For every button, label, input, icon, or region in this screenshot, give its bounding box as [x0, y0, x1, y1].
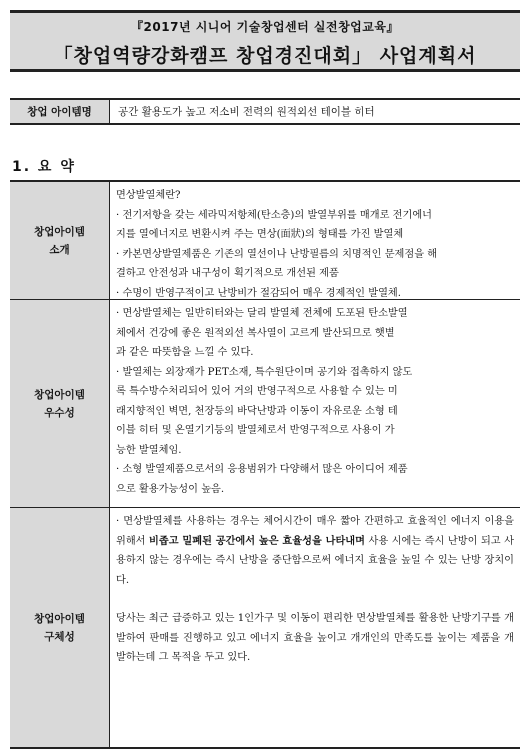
- text-line: 으로 활용가능성이 높음.: [116, 483, 225, 495]
- row-label-line: 우수성: [44, 406, 75, 419]
- row-content: [110, 300, 520, 507]
- document-subtitle: 『2017년 시니어 기술창업센터 실전창업교육』: [131, 20, 399, 34]
- row-label: [10, 300, 110, 507]
- text-line: 지를 열에너지로 변환시켜 주는 면상(面狀)의 형태를 가진 발열체: [116, 229, 404, 240]
- text-line: 록 특수방수처리되어 있어 거의 반영구적으로 사용할 수 있는 미: [116, 386, 398, 397]
- summary-row-introduction: [10, 182, 520, 300]
- item-name-label: 창업 아이템명: [10, 100, 110, 123]
- item-name-value: 공간 활용도가 높고 저소비 전력의 원적외선 테이블 히터: [118, 106, 375, 118]
- row-label: [10, 508, 110, 747]
- text-run: · 면상발열체를 사용하는 경우는 체어시간이 매우 짧아 간편하고 효율적인 에너지 이용을 위해서: [116, 516, 514, 547]
- text-line: · 카본면상발열제품은 기존의 열선이나 난방필름의 치명적인 문제점을 해: [116, 248, 438, 260]
- text-line: 과 같은 따뜻함을 느낄 수 있다.: [116, 347, 254, 358]
- summary-row-excellence: [10, 300, 520, 508]
- section-heading: 1. 요 약: [12, 159, 76, 175]
- title-banner: [10, 10, 520, 72]
- row-label-line: 창업아이템: [34, 388, 85, 401]
- row-label-line: 구체성: [44, 630, 75, 643]
- text-line: 이블 히터 및 온열기기등의 발열체로서 반영구적으로 사용이 가: [116, 425, 395, 436]
- item-name-table: [10, 98, 520, 125]
- row-label-line: 창업아이템: [34, 612, 85, 625]
- text-run: 사용 시에는 즉시 난방이 되고 사용하지 않는 경우에는 즉시 난방을 중단함으로써 에너지 효율을 높일 수 있는 난방 장치이다.: [116, 535, 514, 586]
- paragraph: 당사는 최근 급증하고 있는 1인가구 및 이동이 편리한 면상발열체를 활용한 난방기구를 개발하여 판매를 진행하고 있고 에너지 효율을 높이고 개개인의 만족도를 높이는 제품을 개발하는데 그 목적을 두고 있다.: [116, 613, 514, 663]
- summary-table: [10, 180, 520, 749]
- bold-text-run: 비좁고 밀폐된 공간에서 높은 효율성을 나타내며: [149, 534, 365, 547]
- text-line: · 소형 발열제품으로서의 응용범위가 다양해서 많은 아이디어 제품: [116, 464, 408, 475]
- text-line: · 전기저항을 갖는 세라믹저항체(탄소층)의 발열부위를 매개로 전기에너: [116, 209, 433, 221]
- row-content: [110, 182, 520, 299]
- paragraph: [116, 512, 514, 590]
- row-label-line: 소개: [49, 243, 70, 256]
- text-line: 면상발열체란?: [116, 190, 181, 201]
- row-content: [110, 508, 520, 747]
- row-label: [10, 182, 110, 299]
- text-line: 능한 발열체임.: [116, 444, 182, 456]
- text-line: 래지향적인 벽면, 천장등의 바닥난방과 이동이 자유로운 소형 테: [116, 405, 398, 417]
- text-line: · 수명이 반영구적이고 난방비가 절감되어 매우 경제적인 발열체.: [116, 287, 402, 299]
- row-label-line: 창업아이템: [34, 225, 85, 238]
- document-title: 「창업역량강화캠프 창업경진대회」 사업계획서: [53, 45, 477, 67]
- summary-row-specificity: [10, 508, 520, 747]
- text-line: · 발열체는 외장재가 PET소재, 특수원단이며 공기와 접촉하지 않도: [116, 366, 413, 378]
- text-line: · 면상발열체는 일반히터와는 달리 발열체 전체에 도포된 탄소발열: [116, 308, 408, 319]
- text-line: 결하고 안전성과 내구성이 획기적으로 개선된 제품: [116, 268, 339, 279]
- paragraph-gap: [116, 590, 514, 609]
- text-line: 체에서 건강에 좋은 원적외선 복사열이 고르게 발산되므로 햇볕: [116, 327, 395, 339]
